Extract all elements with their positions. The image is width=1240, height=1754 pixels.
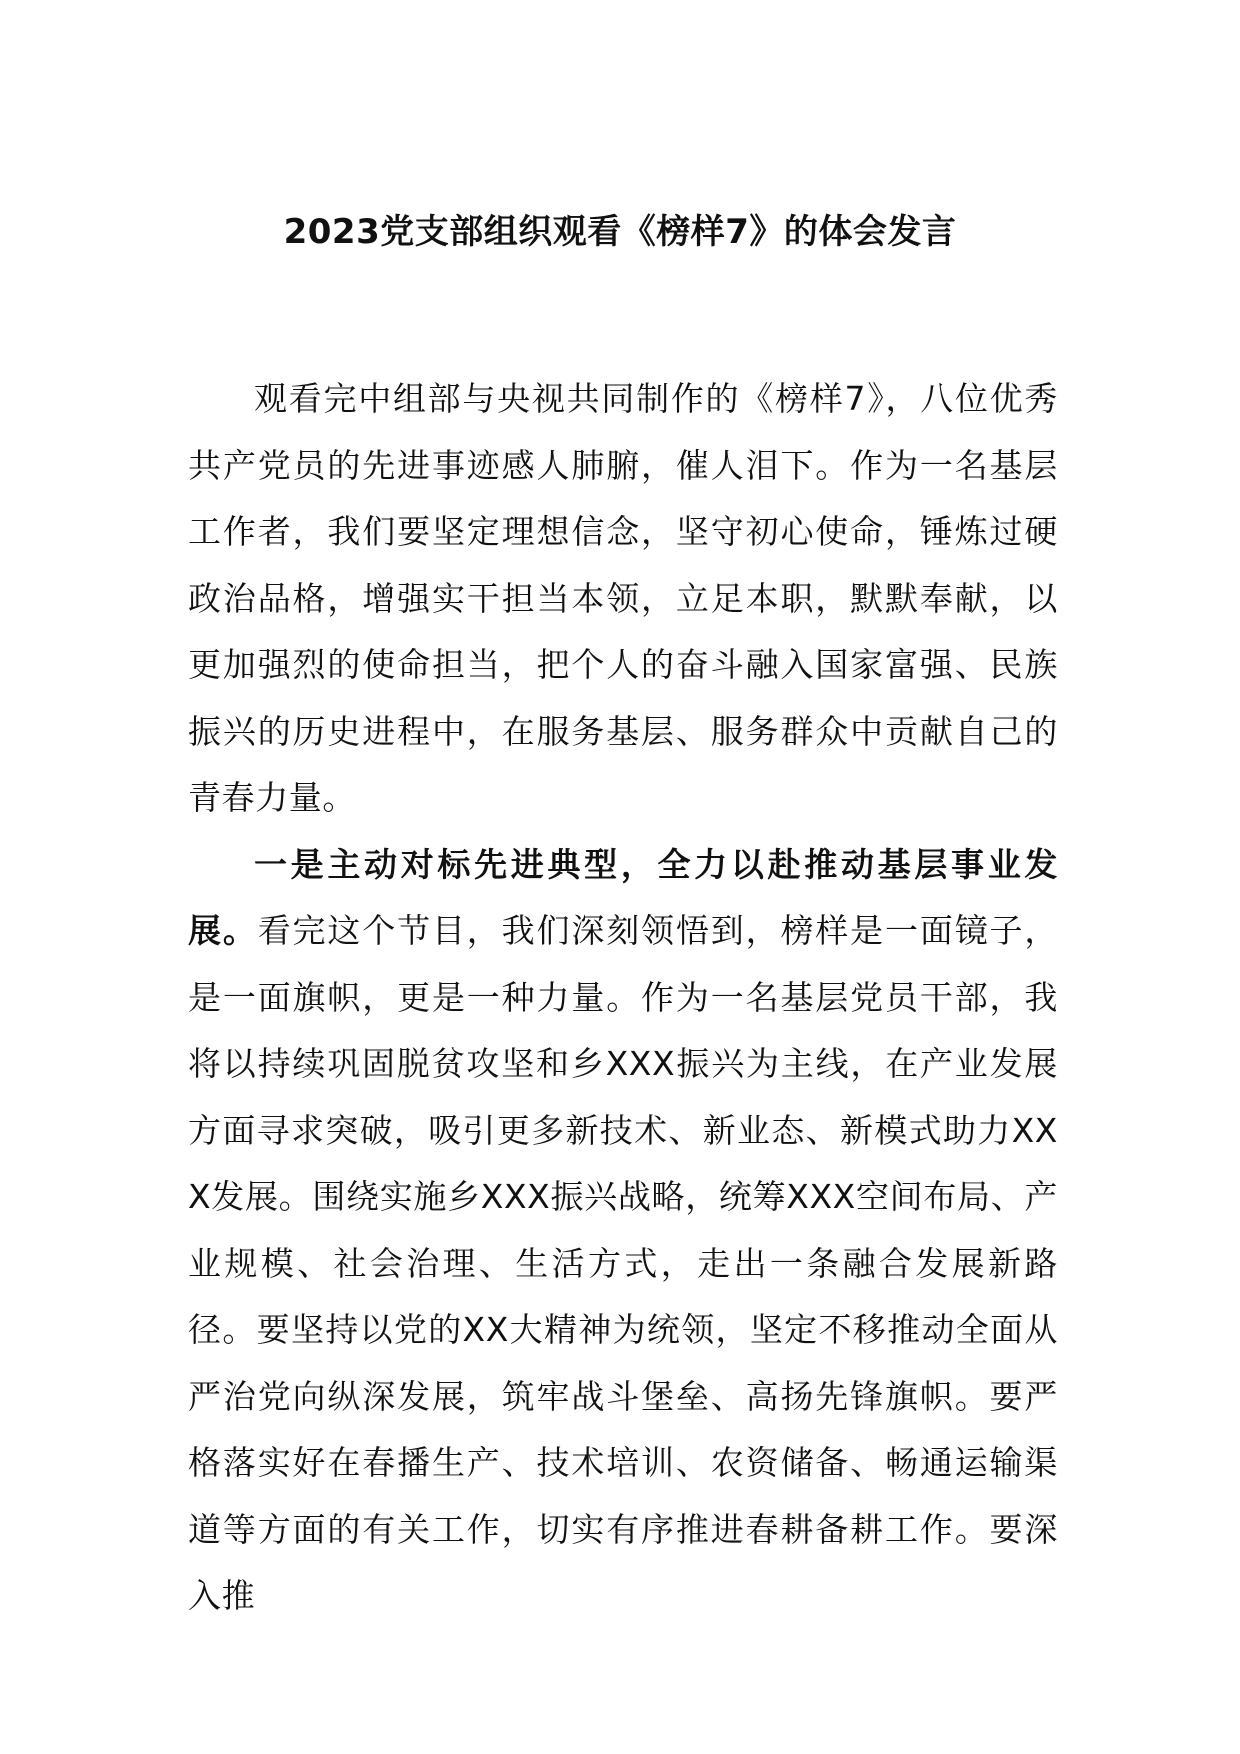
paragraph-point-one-heading: 一是主动对标先进典型，全力以赴推动基层事业发展。 [188, 844, 1058, 950]
paragraph-intro [188, 366, 1058, 832]
paragraph-intro-text: 观看完中组部与央视共同制作的《榜样7》，八位优秀共产党员的先进事迹感人肺腑，催人泪下。作为一名基层工作者，我们要坚定理想信念，坚守初心使命，锤炼过硬政治品格，增强实干担当本领，立足本职，默默奉献，以更加强烈的使命担当，把个人的奋斗融入国家富强、民族振兴的历史进程中，在服务基层、服务群众中贡献自己的青春力量。 [188, 379, 1058, 817]
document-body [188, 366, 1058, 1630]
paragraph-point-one [188, 832, 1058, 1630]
paragraph-point-one-text: 看完这个节目，我们深刻领悟到，榜样是一面镜子，是一面旗帜，更是一种力量。作为一名基层党员干部，我将以持续巩固脱贫攻坚和乡XXX振兴为主线，在产业发展方面寻求突破，吸引更多新技术、新业态、新模式助力XXX发展。围绕实施乡XXX振兴战略，统筹XXX空间布局、产业规模、社会治理、生活方式，走出一条融合发展新路径。要坚持以党的XX大精神为统领，坚定不移推动全面从严治党向纵深发展，筑牢战斗堡垒、高扬先锋旗帜。要严格落实好在春播生产、技术培训、农资储备、畅通运输渠道等方面的有关工作，切实有序推进春耕备耕工作。要深入推 [188, 911, 1058, 1615]
document-title: 2023党支部组织观看《榜样7》的体会发言 [283, 212, 957, 252]
